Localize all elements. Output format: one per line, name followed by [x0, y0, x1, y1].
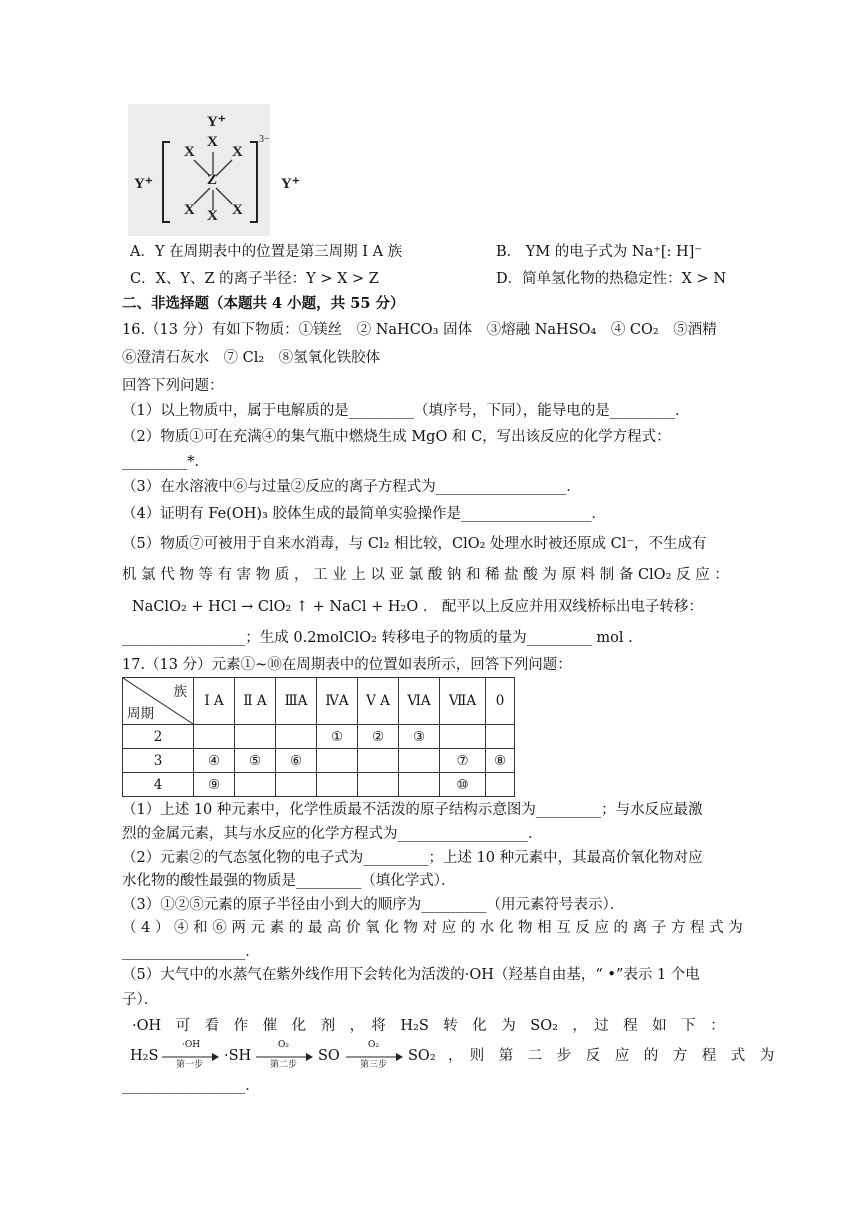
table-header-row	[123, 678, 515, 725]
q16-equation: NaClO₂ + HCl → ClO₂ ↑ + NaCl + H₂O ． 配平以上反应并用双线桥标出电子转移：	[132, 599, 703, 615]
group-axis-label: 族	[173, 684, 187, 700]
y-top-label: Y⁺	[207, 114, 226, 130]
arrow-step1-label: 第一步	[176, 1060, 204, 1070]
table-cell	[399, 773, 440, 797]
q16-part2-blank: _________*．	[122, 454, 209, 470]
option-c: C．X、Y、Z 的离子半径：Y > X > Z	[130, 271, 379, 287]
charge-label: 3−	[259, 134, 270, 145]
species-so: SO	[318, 1048, 340, 1064]
periodic-table	[122, 677, 515, 797]
chain-tail-text: ， 则 第 二 步 反 应 的 方 程 式 为	[448, 1048, 775, 1064]
x-label: X	[207, 134, 218, 150]
table-cell	[276, 725, 317, 749]
group-header: Ⅰ A	[194, 678, 235, 725]
y-left-label: Y⁺	[134, 176, 153, 192]
q17-part5-line2: 子）．	[122, 992, 159, 1008]
table-cell: ⑦	[440, 749, 486, 773]
table-cell: ①	[317, 725, 358, 749]
q16-substances: ⑥澄清石灰水 ⑦ Cl₂ ⑧氢氧化铁胶体	[122, 350, 381, 366]
q17-part4-line2: _________________．	[122, 944, 260, 960]
table-row	[123, 749, 515, 773]
section-heading: 二、非选择题（本题共 4 小题，共 55 分）	[122, 295, 405, 312]
table-corner-cell	[123, 678, 194, 725]
table-cell	[194, 725, 235, 749]
period-axis-label: 周期	[127, 706, 154, 722]
x-label: X	[232, 144, 243, 160]
period-cell: 3	[123, 749, 194, 773]
x-label: X	[184, 144, 195, 160]
group-header: ⅢA	[276, 678, 317, 725]
table-cell	[276, 773, 317, 797]
table-cell	[486, 773, 515, 797]
q16-part5-line4: _________________；生成 0.2molClO₂ 转移电子的物质的量为_________ mol .	[122, 630, 633, 646]
q17-intro: 17.（13 分）元素①~⑩在周期表中的位置如表所示，回答下列问题：	[122, 657, 572, 673]
x-label: X	[232, 202, 243, 218]
q16-part2: （2）物质①可在充满④的集气瓶中燃烧生成 MgO 和 C，写出该反应的化学方程式：	[122, 429, 671, 445]
q16-part1: （1）以上物质中，属于电解质的是_________（填序号，下同），能导电的是_________．	[122, 403, 690, 419]
species-h2s: H₂S	[130, 1048, 159, 1064]
group-header: Ⅴ A	[358, 678, 399, 725]
species-so2: SO₂	[408, 1048, 436, 1064]
complex-ion-structure-figure	[128, 104, 300, 236]
table-cell: ⑩	[440, 773, 486, 797]
group-header: ⅦA	[440, 678, 486, 725]
period-cell: 4	[123, 773, 194, 797]
q16-part4: （4）证明有 Fe(OH)₃ 胶体生成的最简单实验操作是__________________．	[122, 506, 606, 522]
table-cell	[440, 725, 486, 749]
table-cell: ⑥	[276, 749, 317, 773]
q17-part2-line1: （2）元素②的气态氢化物的电子式为_________；上述 10 种元素中，其最高价氧化物对应	[122, 850, 703, 866]
group-header: 0	[486, 678, 515, 725]
table-cell	[317, 749, 358, 773]
q16-part3: （3）在水溶液中⑥与过量②反应的离子方程式为__________________．	[122, 479, 581, 495]
table-cell: ④	[194, 749, 235, 773]
table-cell: ③	[399, 725, 440, 749]
table-cell	[317, 773, 358, 797]
x-label: X	[184, 202, 195, 218]
q16-prompt: 回答下列问题：	[122, 378, 224, 394]
table-cell	[358, 773, 399, 797]
arrow-step3-reagent: O₂	[368, 1040, 379, 1050]
q17-part3: （3）①②⑤元素的原子半径由小到大的顺序为_________（用元素符号表示）．	[122, 897, 625, 913]
arrow-step1-reagent: ·OH	[182, 1040, 201, 1050]
q17-part5-answer-blank: _________________．	[122, 1078, 260, 1094]
q17-part5-line3: ·OH 可 看 作 催 化 剂 ， 将 H₂S 转 化 为 SO₂ ， 过 程 如 下 ：	[132, 1018, 725, 1034]
option-d: D．简单氢化物的热稳定性：X > N	[496, 271, 727, 287]
q17-part5-line1: （5）大气中的水蒸气在紫外线作用下会转化为活泼的·OH（羟基自由基，“ •”表示 1 个电	[122, 967, 700, 983]
table-cell	[235, 773, 276, 797]
table-row	[123, 725, 515, 749]
q16-part5-line1: （5）物质⑦可被用于自来水消毒，与 Cl₂ 相比较，ClO₂ 处理水时被还原成 Cl⁻，不生成有	[122, 536, 707, 552]
arrow-step2-label: 第二步	[270, 1060, 298, 1070]
y-right-label: Y⁺	[281, 176, 300, 192]
table-cell: ⑤	[235, 749, 276, 773]
arrow-step2-reagent: O₂	[278, 1040, 289, 1050]
table-cell: ⑨	[194, 773, 235, 797]
group-header: ⅥA	[399, 678, 440, 725]
table-cell	[358, 749, 399, 773]
q17-part1-line2: 烈的金属元素，其与水反应的化学方程式为__________________．	[122, 826, 543, 842]
option-b: B． YM 的电子式为 Na⁺[: H]⁻	[496, 244, 702, 260]
table-cell	[486, 725, 515, 749]
q17-part2-line2: 水化物的酸性最强的物质是_________（填化学式）．	[122, 873, 456, 889]
x-label: X	[207, 208, 218, 224]
q17-part1-line1: （1）上述 10 种元素中，化学性质最不活泼的原子结构示意图为_________；与水反应最激	[122, 802, 703, 818]
group-header: ⅣA	[317, 678, 358, 725]
table-cell: ②	[358, 725, 399, 749]
species-sh: ·SH	[224, 1048, 252, 1064]
option-a: A．Y 在周期表中的位置是第三周期 I A 族	[130, 244, 403, 260]
table-cell	[235, 725, 276, 749]
table-cell: ⑧	[486, 749, 515, 773]
period-cell: 2	[123, 725, 194, 749]
group-header: Ⅱ A	[235, 678, 276, 725]
q17-part4-line1: （ 4 ） ④ 和 ⑥ 两 元 素 的 最 高 价 氧 化 物 对 应 的 水 化 物 相 互 反 应 的 离 子 方 程 式 为	[122, 920, 743, 936]
q16-part5-line2: 机 氯 代 物 等 有 害 物 质 ， 工 业 上 以 亚 氯 酸 钠 和 稀 盐 酸 为 原 料 制 备 ClO₂ 反 应 ：	[122, 567, 729, 583]
table-row	[123, 773, 515, 797]
arrow-step3-label: 第三步	[360, 1060, 388, 1070]
table-cell	[399, 749, 440, 773]
q16-intro: 16.（13 分）有如下物质：①镁丝 ② NaHCO₃ 固体 ③熔融 NaHSO₄ ④ CO₂ ⑤酒精	[122, 322, 717, 338]
z-label: Z	[207, 172, 218, 188]
bond-lines	[128, 104, 270, 236]
